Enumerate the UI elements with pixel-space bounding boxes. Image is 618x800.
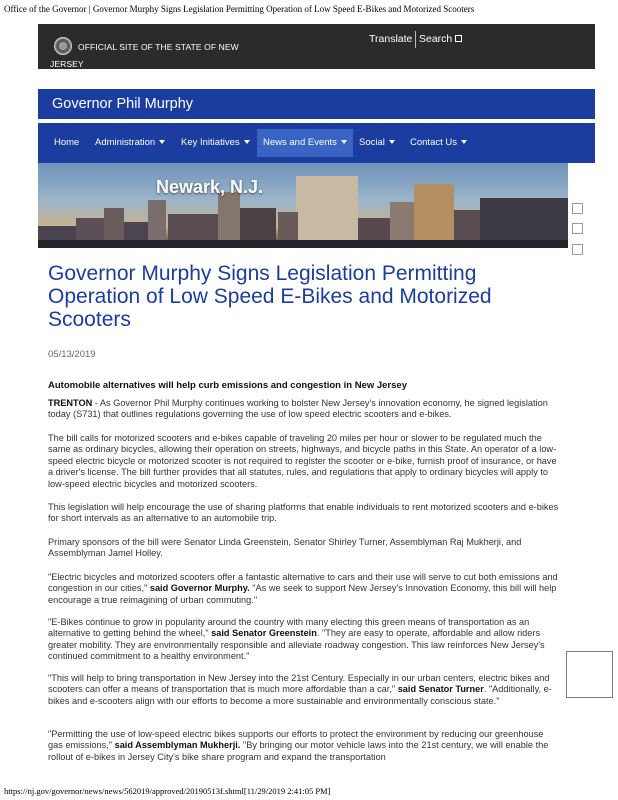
chevron-down-icon <box>159 140 165 144</box>
brand-bar <box>38 89 595 119</box>
paragraph-1 <box>48 398 560 421</box>
share-button-1[interactable] <box>572 203 583 214</box>
paragraph-4: Primary sponsors of the bill were Senator Linda Greenstein, Senator Shirley Turner, Assemblyman Raj Mukherji, and Assemblyman Jamel Holley. <box>48 537 522 559</box>
top-bar <box>38 24 595 69</box>
quote-text: "Electric bicycles and motorized scooters offer a fantastic alternative to cars and their use will serve to cut both emissions and congestion in our cities," <box>48 572 558 594</box>
paragraph-8 <box>48 729 560 763</box>
nav-home[interactable]: Home <box>54 137 80 148</box>
nav-administration[interactable] <box>89 129 171 157</box>
article-title: Governor Murphy Signs Legislation Permitting Operation of Low Speed E-Bikes and Motorized Scooters <box>48 262 492 331</box>
nav-news-events[interactable] <box>257 129 353 157</box>
print-header: Office of the Governor | Governor Murphy Signs Legislation Permitting Operation of Low Speed E-Bikes and Motorized Scooters <box>4 4 475 14</box>
nav-social[interactable] <box>353 129 401 157</box>
share-button-2[interactable] <box>572 223 583 234</box>
nav-contact-us[interactable] <box>404 129 473 157</box>
chevron-down-icon <box>244 140 250 144</box>
quote-text: "E-Bikes continue to grow in popularity around the country with many electing this green means of transportation as an alternative to getting behind the wheel," <box>48 617 530 639</box>
quote-attribution: said Senator Greenstein <box>208 628 317 639</box>
quote-text: "This will help to bring transportation in New Jersey into the 21st Century. Especially in our urban centers, electric bikes and scooters can offer a means of transportation that is much more affordable than a car," <box>48 673 550 695</box>
quote-text: "By bringing our motor vehicle laws into the 21st century, we will enable the rollout of e-bikes in Jersey City's bike share program and expand the transportation <box>48 740 549 762</box>
official-site-label[interactable]: OFFICIAL SITE OF THE STATE OF NEW JERSEY <box>50 42 239 69</box>
print-footer: https://nj.gov/governor/news/news/562019/approved/20190513f.shtml[11/29/2019 2:41:05 PM] <box>4 786 331 796</box>
paragraph-6 <box>48 617 560 663</box>
dateline: TRENTON <box>48 398 93 408</box>
nav-news-events-label: News and Events <box>263 137 337 148</box>
search-icon <box>455 35 462 42</box>
paragraph-1-text: - As Governor Phil Murphy continues working to bolster New Jersey's innovation economy, he signed legislation today (S731) that outlines regulations governing the use of low speed electric scooters and e-bikes. <box>48 398 548 420</box>
hero-title: Newark, N.J. <box>156 177 264 197</box>
quote-text: . "They are easy to operate, affordable and allow riders greater mobility. They are environmentally responsible and alleviate roadway congestion. This law reinforces New Jersey's continued commitment to a healthy environment." <box>48 628 545 662</box>
quote-text: "As we seek to support New Jersey's Innovation Economy, this bill will help encourage a true reimagining of urban commuting." <box>48 583 557 605</box>
nav-contact-us-label: Contact Us <box>410 137 457 148</box>
quote-attribution: said Senator Turner <box>395 684 484 695</box>
paragraph-7 <box>48 673 560 707</box>
nav-social-label: Social <box>359 137 385 148</box>
share-button-3[interactable] <box>572 244 583 255</box>
translate-link[interactable]: Translate <box>369 33 413 45</box>
main-nav <box>38 123 595 163</box>
topbar-divider <box>415 31 416 48</box>
article-subheading: Automobile alternatives will help curb emissions and congestion in New Jersey <box>48 380 407 391</box>
article-date: 05/13/2019 <box>48 349 96 360</box>
paragraph-3: This legislation will help encourage the use of sharing platforms that enable individuals to rent motorized scooters and e-bikes for short intervals as an alternative to an automobile trip. <box>48 502 559 524</box>
search-link[interactable] <box>419 33 462 45</box>
paragraph-2: The bill calls for motorized scooters and e-bikes capable of traveling 20 miles per hour or slower to be regulated much the same as ordinary bicycles, allowing their operation on streets, highways, and bicycle paths in this State. An operator of a low-speed electric bicycle or motorized scooter is not required to register the scooter or e-bike, furnish proof of insurance, or have a driver's license. The bill further provides that all statutes, rules, and regulations that apply to ordinary bicycles will apply to low-speed electric bicycles and motorized scooters. <box>48 433 557 489</box>
floating-widget[interactable] <box>566 651 613 698</box>
quote-attribution: said Assemblyman Mukherji. <box>112 740 241 751</box>
site-title[interactable]: Governor Phil Murphy <box>52 96 194 112</box>
search-label: Search <box>419 33 453 45</box>
chevron-down-icon <box>461 140 467 144</box>
quote-text: "Permitting the use of low-speed electric bikes supports our efforts to protect the environment by reducing our greenhouse gas emissions," <box>48 729 544 751</box>
nav-key-initiatives-label: Key Initiatives <box>181 137 240 148</box>
quote-text: . "Additionally, e-bikes and e-scooters align with our efforts to become a more sustainable and environmentally conscious state." <box>48 684 552 706</box>
nav-administration-label: Administration <box>95 137 156 148</box>
nav-key-initiatives[interactable] <box>175 129 256 157</box>
chevron-down-icon <box>389 140 395 144</box>
paragraph-5 <box>48 572 560 606</box>
hero-banner <box>38 163 568 248</box>
quote-attribution: said Governor Murphy. <box>147 583 250 594</box>
chevron-down-icon <box>341 140 347 144</box>
